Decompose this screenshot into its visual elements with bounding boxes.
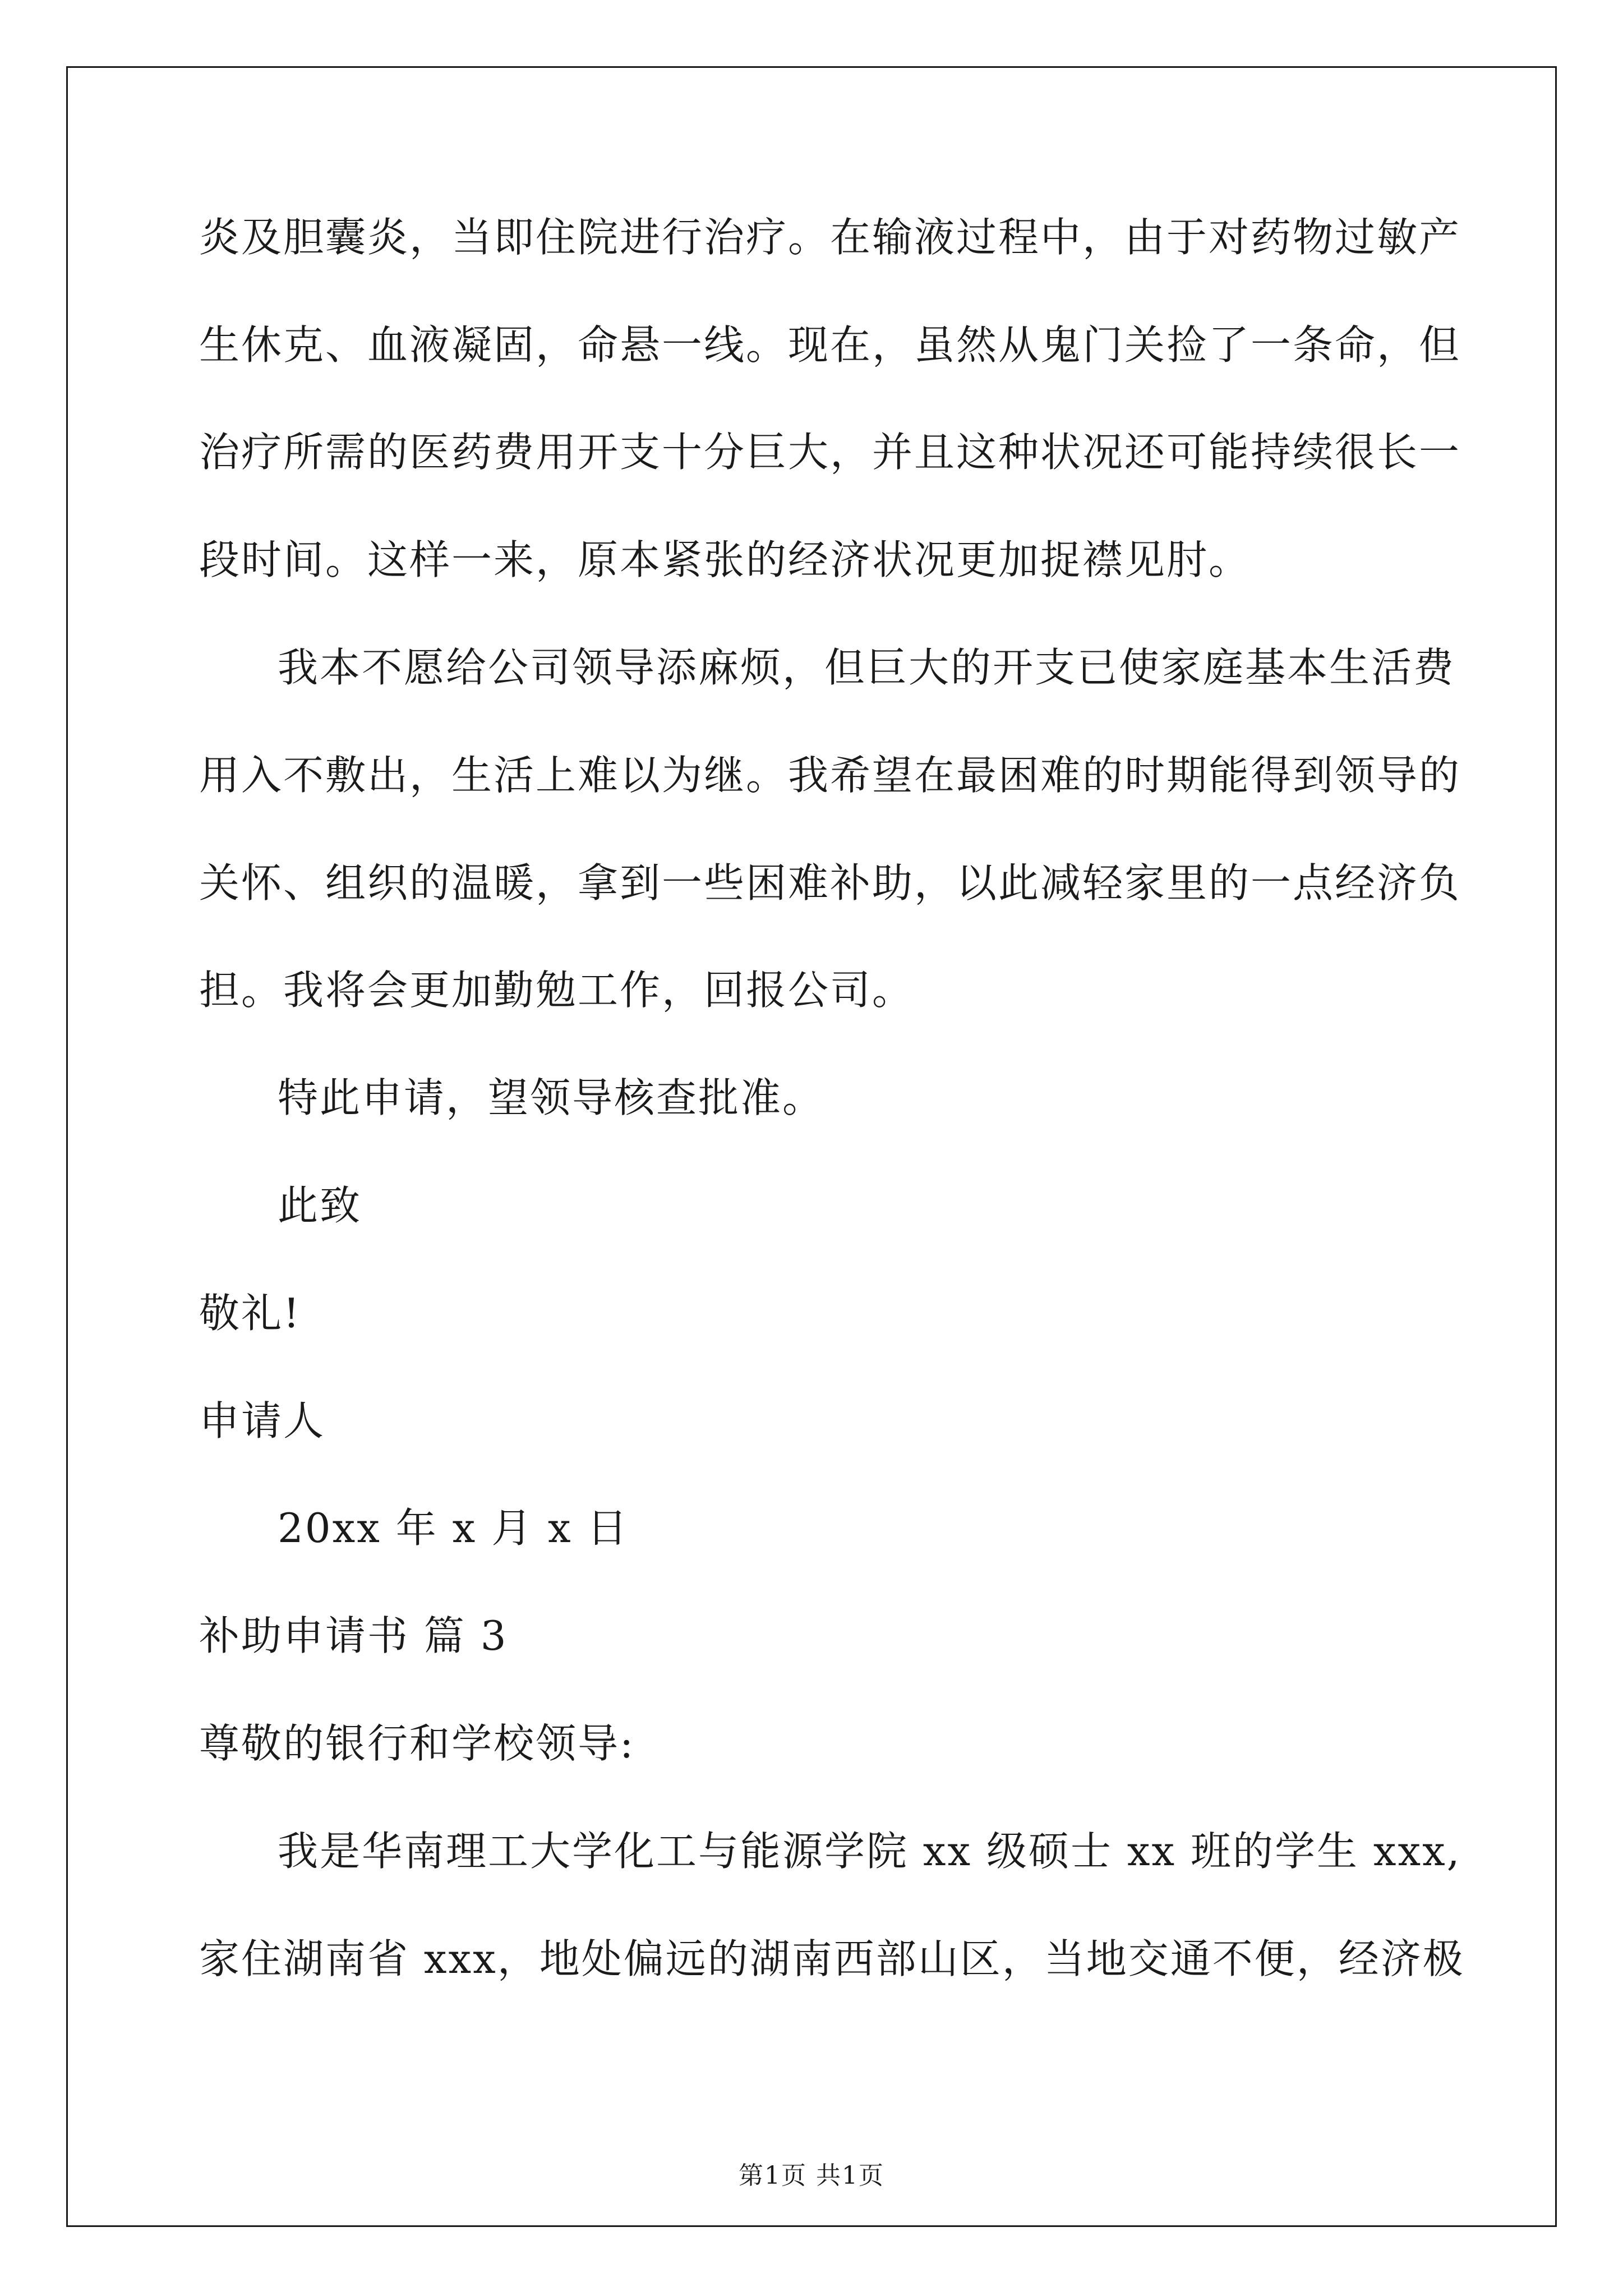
recipient-line: 尊敬的银行和学校领导: <box>199 1720 635 1767</box>
paragraph-line: 担。我将会更加勤勉工作，回报公司。 <box>199 967 915 1014</box>
paragraph-line: 炎及胆囊炎，当即住院进行治疗。在输液过程中，由于对药物过敏产 <box>199 214 1461 261</box>
date-line: 20xx 年 x 月 x 日 <box>278 1504 629 1552</box>
section-heading: 补助申请书 篇 3 <box>199 1612 508 1659</box>
paragraph-line: 我本不愿给公司领导添麻烦，但巨大的开支已使家庭基本生活费 <box>278 644 1456 691</box>
request-line: 特此申请，望领导核查批准。 <box>278 1074 825 1121</box>
paragraph-line: 治疗所需的医药费用开支十分巨大，并且这种状况还可能持续很长一 <box>199 429 1461 476</box>
closing-line: 此致 <box>278 1182 362 1229</box>
page-footer: 第1页 共1页 <box>739 2161 884 2190</box>
page-border <box>66 66 1557 2227</box>
paragraph-line: 生休克、血液凝固，命悬一线。现在，虽然从鬼门关捡了一条命，但 <box>199 321 1461 369</box>
paragraph-line: 家住湖南省 xxx，地处偏远的湖南西部山区，当地交通不便，经济极 <box>199 1935 1465 1982</box>
applicant-line: 申请人 <box>199 1397 326 1444</box>
paragraph-line: 我是华南理工大学化工与能源学院 xx 级硕士 xx 班的学生 xxx, <box>278 1828 1461 1875</box>
paragraph-line: 用入不敷出，生活上难以为继。我希望在最困难的时期能得到领导的 <box>199 752 1461 799</box>
paragraph-line: 段时间。这样一来，原本紧张的经济状况更加捉襟见肘。 <box>199 536 1251 583</box>
paragraph-line: 关怀、组织的温暖，拿到一些困难补助，以此减轻家里的一点经济负 <box>199 859 1461 907</box>
salutation-line: 敬礼! <box>199 1290 301 1337</box>
